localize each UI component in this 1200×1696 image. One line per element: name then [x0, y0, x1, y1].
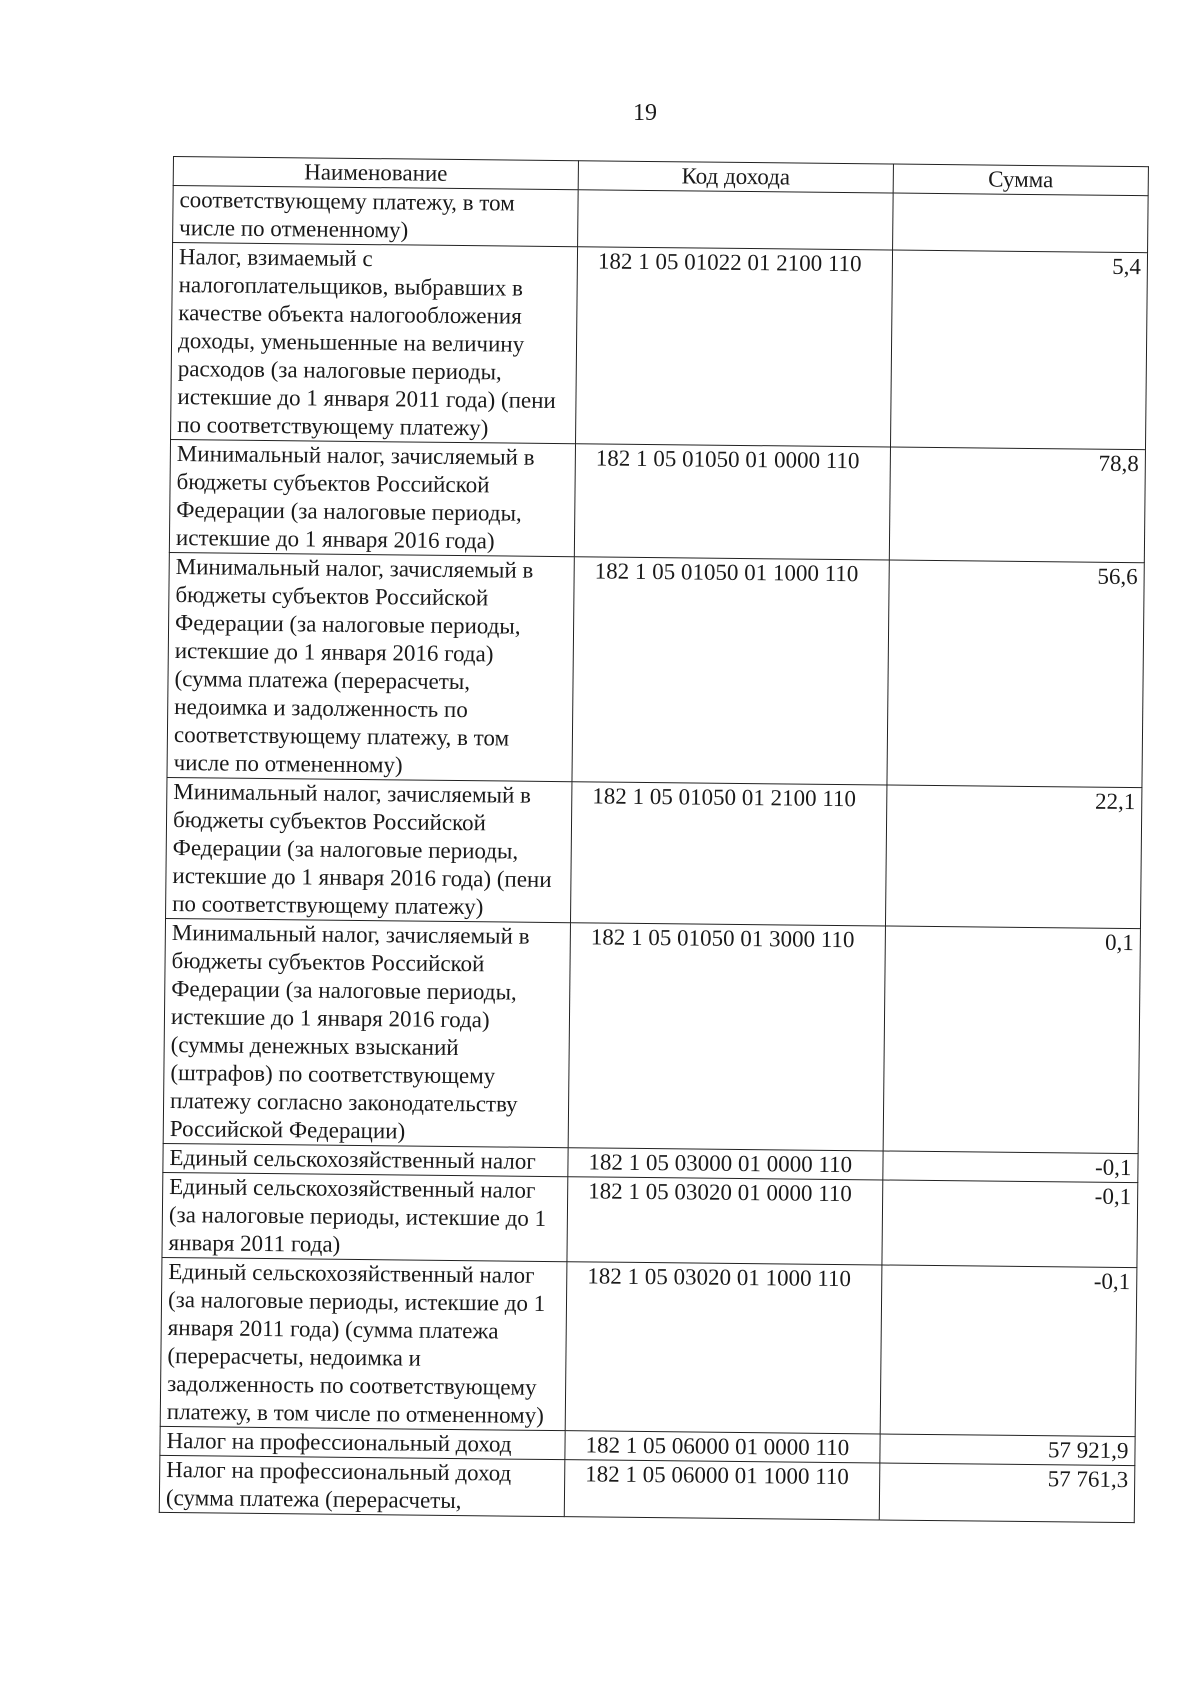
- table-row: [159, 1455, 1135, 1522]
- cell-code: 182 1 05 01050 01 2100 110: [570, 782, 886, 926]
- cell-name: Минимальный налог, зачисляемый в бюджеты субъектов Российской Федерации (за налоговые периоды, истекшие до 1 января 2016 года): [169, 439, 575, 556]
- cell-sum: -0,1: [883, 1151, 1138, 1183]
- cell-name: соответствующему платежу, в том числе по отмененному): [173, 186, 579, 247]
- cell-code: 182 1 05 03020 01 0000 110: [567, 1177, 883, 1265]
- table-row: [167, 552, 1144, 787]
- cell-code: 182 1 05 03000 01 0000 110: [568, 1148, 883, 1180]
- cell-name: Единый сельскохозяйственный налог (за налоговые периоды, истекшие до 1 января 2011 года) (сумма платежа (перерасчеты, недоимка и задолженность по соответствующему платежу, в том числе по отмененному): [160, 1257, 567, 1430]
- cell-code: 182 1 05 01050 01 3000 110: [568, 923, 885, 1151]
- cell-name: Минимальный налог, зачисляемый в бюджеты субъектов Российской Федерации (за налоговые периоды, истекшие до 1 января 2016 года) (пени по соответствующему платежу): [166, 777, 572, 922]
- cell-code: 182 1 05 06000 01 1000 110: [564, 1460, 880, 1520]
- cell-code: 182 1 05 01050 01 1000 110: [572, 557, 889, 785]
- cell-name: Минимальный налог, зачисляемый в бюджеты субъектов Российской Федерации (за налоговые периоды, истекшие до 1 января 2016 года) (сумма платежа (перерасчеты, недоимка и задолженность по соответствующему платежу, в том числе по отмененному): [167, 552, 574, 781]
- cell-name: Единый сельскохозяйственный налог: [163, 1143, 568, 1176]
- cell-name: Минимальный налог, зачисляемый в бюджеты субъектов Российской Федерации (за налоговые периоды, истекшие до 1 января 2016 года) (суммы денежных взысканий (штрафов) по соответствующему платежу согласно законодательству Российской Федерации): [163, 918, 570, 1147]
- cell-code: 182 1 05 03020 01 1000 110: [565, 1262, 882, 1434]
- table-row: [163, 918, 1140, 1153]
- cell-sum: 56,6: [887, 560, 1144, 788]
- cell-sum: 22,1: [885, 785, 1141, 929]
- cell-name: Налог на профессиональный доход: [160, 1426, 565, 1459]
- cell-sum: 0,1: [883, 926, 1140, 1154]
- header-code: Код дохода: [578, 161, 893, 193]
- cell-sum: 57 921,9: [880, 1434, 1135, 1466]
- revenue-table: [159, 156, 1149, 1523]
- cell-sum: 5,4: [890, 250, 1147, 450]
- cell-code: 182 1 05 06000 01 0000 110: [565, 1431, 880, 1463]
- cell-name: Налог, взимаемый с налогоплательщиков, выбравших в качестве объекта налогообложения доходы, уменьшенные на величину расходов (за налоговые периоды, истекшие до 1 января 2011 года) (пени по соответствующему платежу): [171, 243, 578, 444]
- cell-sum: -0,1: [880, 1265, 1137, 1437]
- table-row: [166, 777, 1142, 928]
- cell-sum: 78,8: [889, 447, 1145, 563]
- cell-sum: -0,1: [882, 1180, 1138, 1268]
- cell-name: Налог на профессиональный доход (сумма платежа (перерасчеты,: [159, 1455, 565, 1516]
- cell-sum: [893, 193, 1149, 253]
- table-row: [169, 439, 1145, 562]
- header-sum: Сумма: [893, 164, 1148, 196]
- header-name: Наименование: [173, 157, 578, 190]
- table-row: [171, 243, 1148, 450]
- cell-name: Единый сельскохозяйственный налог (за налоговые периоды, истекшие до 1 января 2011 года): [162, 1172, 568, 1261]
- table-row: [162, 1172, 1138, 1267]
- cell-code: 182 1 05 01050 01 0000 110: [574, 444, 890, 560]
- cell-code: 182 1 05 01022 01 2100 110: [576, 247, 893, 447]
- table-row: [160, 1257, 1137, 1436]
- table-row: [173, 186, 1149, 253]
- page-number: 19: [633, 100, 657, 126]
- cell-code: [578, 190, 894, 250]
- cell-sum: 57 761,3: [879, 1463, 1135, 1523]
